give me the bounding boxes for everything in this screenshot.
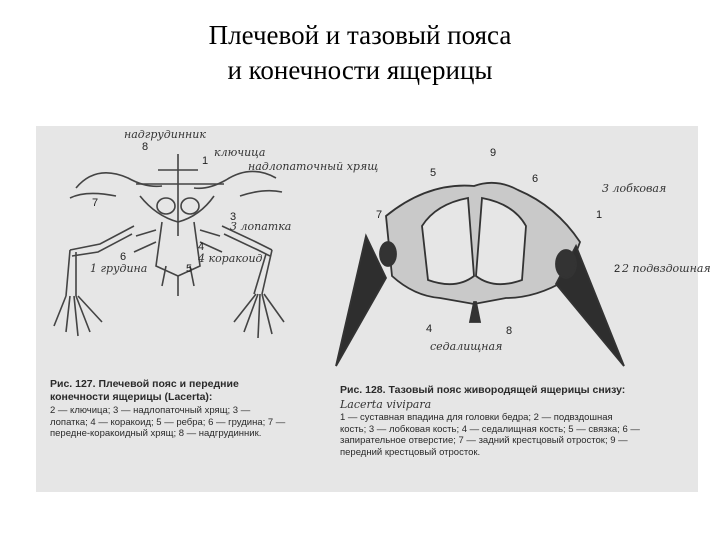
shoulder-girdle-labels xyxy=(90,128,378,275)
figure-127-caption xyxy=(50,378,290,440)
title-line-2: и конечности ящерицы xyxy=(227,55,493,85)
fig127-caption-body: 2 — ключица; 3 — надлопаточный хрящ; 3 — лопатка; 4 — коракоид; 5 — ребра; 6 — грудина; 7 — передне-коракоидный хрящ; 8 — надгрудинник. xyxy=(50,405,286,439)
fig127-num-1: 1 xyxy=(202,155,209,167)
fig127-hand-suprascapular: надлопаточный хрящ xyxy=(248,160,379,173)
scanned-page-image xyxy=(36,126,711,492)
fig128-caption-body: 1 — суставная впадина для головки бедра; 2 — подвздошная кость; 3 — лобковая кость; 4 — седалищная кость; 5 — связка; 6 — запирательное отверстие; 7 — задний крестцовый отросток; 9 — передний крестцовый отросток. xyxy=(340,412,640,458)
fig128-num-6: 6 xyxy=(532,173,539,185)
fig127-num-5: 5 xyxy=(186,263,193,275)
fig128-num-1: 1 xyxy=(596,209,603,221)
fig127-num-8: 8 xyxy=(142,141,149,153)
figure-128-caption xyxy=(340,384,640,458)
fig128-hand-ilium: 2 подвздошная xyxy=(622,262,711,275)
title-line-1: Плечевой и тазовый пояса xyxy=(208,20,512,50)
slide-title xyxy=(0,18,720,88)
fig127-hand-scapula: 3 лопатка xyxy=(230,220,292,233)
fig128-num-2: 2 xyxy=(614,263,621,275)
fig127-hand-clavicle: ключица xyxy=(214,146,266,159)
fig128-caption-title: Рис. 128. Тазовый пояс живородящей ящерицы снизу: xyxy=(340,384,626,396)
fig127-num-3: 3 xyxy=(230,211,237,223)
fig127-hand-coracoid: 4 коракоид xyxy=(198,252,263,265)
fig128-num-5: 5 xyxy=(430,167,437,179)
fig127-caption-title: Рис. 127. Плечевой пояс и передние конечности ящерицы (Lacerta): xyxy=(50,378,239,403)
fig128-num-4: 4 xyxy=(426,323,433,335)
fig127-num-7: 7 xyxy=(92,197,99,209)
fig128-num-7: 7 xyxy=(376,209,383,221)
fig127-hand-top: надгрудинник xyxy=(124,128,206,141)
fig127-num-4: 4 xyxy=(198,241,205,253)
fig127-hand-sternum: 1 грудина xyxy=(90,262,148,275)
fig128-num-9: 9 xyxy=(490,147,497,159)
shoulder-girdle-drawing xyxy=(54,154,284,338)
fig127-num-6: 6 xyxy=(120,251,127,263)
fig128-hand-pubis: 3 лобковая xyxy=(602,182,667,195)
fig128-hand-lacerta: Lacerta vivipara xyxy=(340,398,432,411)
fig128-hand-ischium: седалищная xyxy=(430,340,503,353)
fig128-num-8: 8 xyxy=(506,325,513,337)
